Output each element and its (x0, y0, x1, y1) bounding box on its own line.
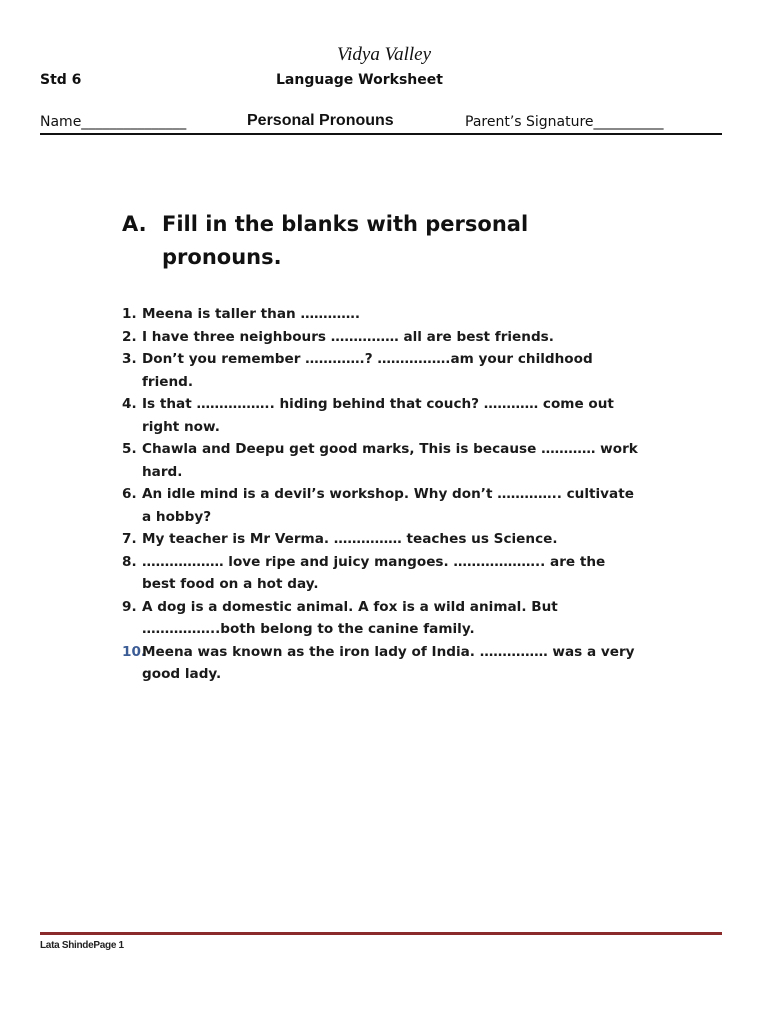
question-number: 6. (122, 486, 137, 502)
question-number: 8. (122, 553, 137, 570)
worksheet-topic: Personal Pronouns (247, 112, 394, 129)
section-title-line1: Fill in the blanks with personal (162, 212, 529, 236)
question-number: 9. (122, 598, 137, 615)
question-text: I have three neighbours …………… all are best friends. (142, 328, 554, 345)
section-letter: A. (122, 212, 147, 236)
question-text: An idle mind is a devil’s workshop. Why don’t ………….. cultivate a hobby? (142, 486, 634, 525)
question-text: Don’t you remember ………….? …………….am your childhood friend. (142, 351, 593, 390)
question-item (122, 303, 642, 326)
question-item (122, 596, 642, 641)
question-number: 7. (122, 531, 137, 547)
standard-label: Std 6 (40, 72, 82, 88)
question-text: Chawla and Deepu get good marks, This is because ………… work hard. (142, 441, 638, 480)
question-item (122, 483, 642, 528)
name-field-label: Name_______________ (40, 114, 187, 130)
section-heading (122, 208, 562, 274)
question-item (122, 348, 642, 393)
page-footer: Lata ShindePage 1 (40, 940, 124, 951)
header-divider (40, 133, 722, 135)
question-number: 2. (122, 328, 137, 345)
question-item (122, 438, 642, 483)
question-text: ……………… love ripe and juicy mangoes. ……………….. are the best food on a hot day. (142, 553, 606, 592)
question-number: 3. (122, 351, 137, 367)
question-item (122, 551, 642, 596)
question-list (122, 303, 642, 686)
question-number: 10. (122, 643, 147, 660)
school-name: Vidya Valley (336, 44, 432, 65)
parent-signature-label: Parent’s Signature__________ (465, 114, 664, 130)
question-text: My teacher is Mr Verma. …………… teaches us Science. (142, 531, 558, 547)
question-text: Meena is taller than …………. (142, 306, 360, 322)
question-text: A dog is a domestic animal. A fox is a wild animal. But ……………..both belong to the canine family. (142, 598, 558, 637)
footer-divider (40, 932, 722, 935)
question-number: 1. (122, 306, 137, 322)
question-item (122, 528, 642, 551)
question-number: 5. (122, 441, 137, 457)
question-number: 4. (122, 396, 137, 412)
question-item (122, 393, 642, 438)
question-item (122, 641, 642, 686)
question-text: Is that …………….. hiding behind that couch? ………… come out right now. (142, 396, 614, 435)
section-title-line2: pronouns. (162, 245, 282, 269)
question-text: Meena was known as the iron lady of India. …………… was a very good lady. (142, 643, 635, 682)
question-item (122, 326, 642, 349)
worksheet-subject: Language Worksheet (276, 72, 443, 88)
